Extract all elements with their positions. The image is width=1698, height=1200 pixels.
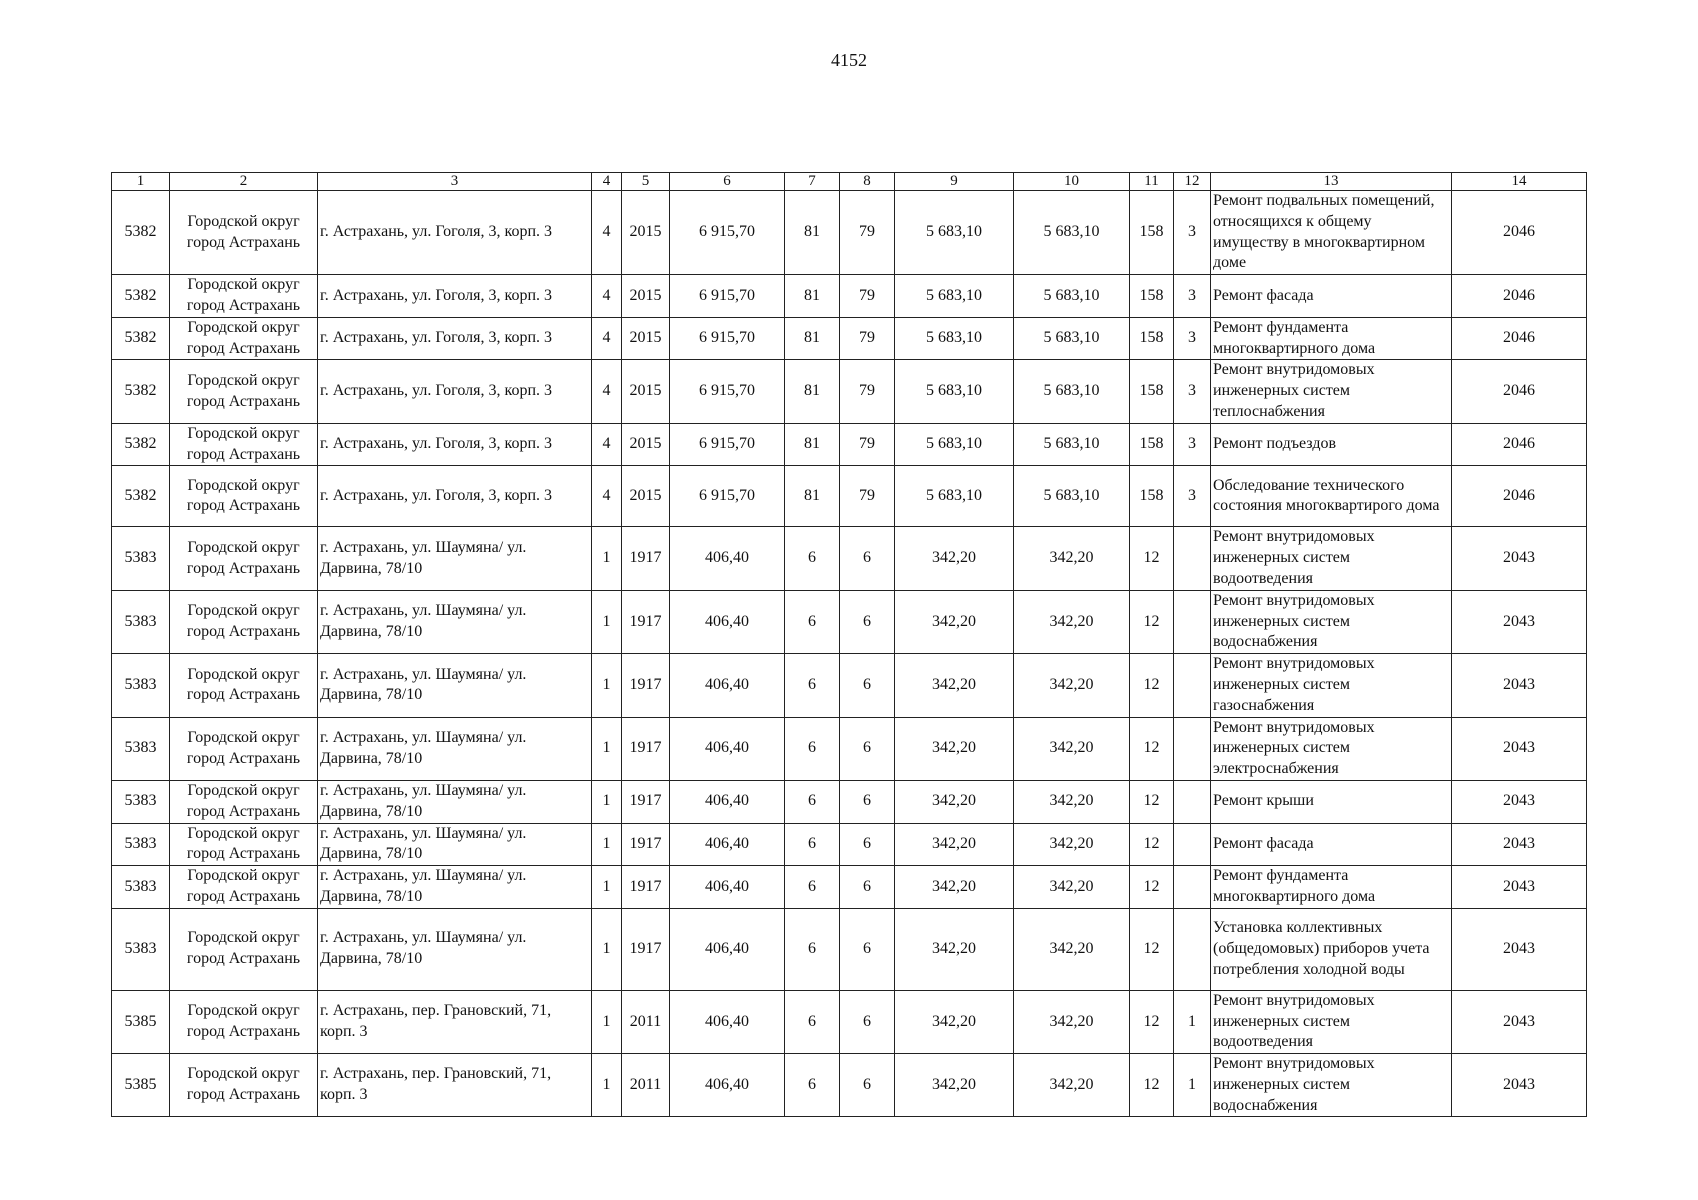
year-built-cell: 2015 (622, 423, 670, 466)
residential-count-cell: 79 (840, 360, 895, 423)
floors-cell: 4 (592, 191, 622, 275)
total-area-cell: 6 915,70 (670, 466, 785, 527)
entrances-cell (1174, 654, 1211, 717)
municipality-cell: Городской округ город Астрахань (170, 990, 318, 1053)
apartments-count-cell: 6 (785, 823, 840, 866)
residents-cell: 12 (1130, 1054, 1174, 1117)
total-area-cell: 406,40 (670, 823, 785, 866)
residents-cell: 12 (1130, 717, 1174, 780)
year-built-cell: 1917 (622, 823, 670, 866)
total-area-cell: 406,40 (670, 990, 785, 1053)
house-id-cell: 5382 (112, 317, 170, 360)
living-area-cell: 342,20 (895, 527, 1014, 590)
address-cell: г. Астрахань, ул. Шаумяна/ ул. Дарвина, 78/10 (318, 654, 592, 717)
living-area-cell: 5 683,10 (895, 360, 1014, 423)
residential-count-cell: 6 (840, 990, 895, 1053)
municipality-cell: Городской округ город Астрахань (170, 423, 318, 466)
owned-area-cell: 342,20 (1014, 823, 1130, 866)
year-built-cell: 2011 (622, 1054, 670, 1117)
residential-count-cell: 6 (840, 823, 895, 866)
house-id-cell: 5385 (112, 990, 170, 1053)
table-row (112, 423, 1587, 466)
house-id-cell: 5383 (112, 654, 170, 717)
work-type-cell: Ремонт внутридомовых инженерных систем электроснабжения (1211, 717, 1452, 780)
total-area-cell: 6 915,70 (670, 191, 785, 275)
owned-area-cell: 342,20 (1014, 866, 1130, 909)
municipality-cell: Городской округ город Астрахань (170, 191, 318, 275)
apartments-count-cell: 6 (785, 866, 840, 909)
apartments-count-cell: 6 (785, 590, 840, 653)
work-type-cell: Ремонт внутридомовых инженерных систем водоснабжения (1211, 1054, 1452, 1117)
floors-cell: 1 (592, 590, 622, 653)
municipality-cell: Городской округ город Астрахань (170, 866, 318, 909)
residential-count-cell: 79 (840, 191, 895, 275)
total-area-cell: 406,40 (670, 527, 785, 590)
floors-cell: 4 (592, 423, 622, 466)
residential-count-cell: 6 (840, 1054, 895, 1117)
residents-cell: 12 (1130, 990, 1174, 1053)
living-area-cell: 342,20 (895, 1054, 1014, 1117)
work-type-cell: Ремонт крыши (1211, 780, 1452, 823)
entrances-cell: 3 (1174, 423, 1211, 466)
work-type-cell: Ремонт фундамента многоквартирного дома (1211, 317, 1452, 360)
address-cell: г. Астрахань, ул. Гоголя, 3, корп. 3 (318, 360, 592, 423)
house-id-cell: 5385 (112, 1054, 170, 1117)
table-row (112, 823, 1587, 866)
floors-cell: 1 (592, 823, 622, 866)
total-area-cell: 6 915,70 (670, 275, 785, 318)
municipality-cell: Городской округ город Астрахань (170, 527, 318, 590)
house-id-cell: 5383 (112, 590, 170, 653)
total-area-cell: 406,40 (670, 1054, 785, 1117)
living-area-cell: 5 683,10 (895, 466, 1014, 527)
work-type-cell: Ремонт внутридомовых инженерных систем теплоснабжения (1211, 360, 1452, 423)
planned-year-cell: 2043 (1452, 823, 1587, 866)
year-built-cell: 1917 (622, 780, 670, 823)
residential-count-cell: 79 (840, 317, 895, 360)
table-row (112, 990, 1587, 1053)
table-row (112, 908, 1587, 990)
municipality-cell: Городской округ город Астрахань (170, 317, 318, 360)
year-built-cell: 2015 (622, 191, 670, 275)
planned-year-cell: 2046 (1452, 317, 1587, 360)
work-type-cell: Установка коллективных (общедомовых) приборов учета потребления холодной воды (1211, 908, 1452, 990)
planned-year-cell: 2046 (1452, 275, 1587, 318)
column-header: 14 (1452, 173, 1587, 191)
year-built-cell: 1917 (622, 654, 670, 717)
year-built-cell: 1917 (622, 527, 670, 590)
floors-cell: 1 (592, 908, 622, 990)
year-built-cell: 1917 (622, 866, 670, 909)
apartments-count-cell: 81 (785, 317, 840, 360)
work-type-cell: Ремонт фундамента многоквартирного дома (1211, 866, 1452, 909)
table-row (112, 317, 1587, 360)
residents-cell: 12 (1130, 780, 1174, 823)
living-area-cell: 5 683,10 (895, 423, 1014, 466)
municipality-cell: Городской округ город Астрахань (170, 466, 318, 527)
apartments-count-cell: 81 (785, 191, 840, 275)
table-row (112, 275, 1587, 318)
residential-count-cell: 6 (840, 908, 895, 990)
apartments-count-cell: 6 (785, 990, 840, 1053)
work-type-cell: Обследование технического состояния многоквартирого дома (1211, 466, 1452, 527)
work-type-cell: Ремонт внутридомовых инженерных систем водоснабжения (1211, 590, 1452, 653)
apartments-count-cell: 6 (785, 780, 840, 823)
address-cell: г. Астрахань, ул. Шаумяна/ ул. Дарвина, 78/10 (318, 823, 592, 866)
header-row (112, 173, 1587, 191)
entrances-cell (1174, 866, 1211, 909)
column-header: 1 (112, 173, 170, 191)
total-area-cell: 406,40 (670, 590, 785, 653)
address-cell: г. Астрахань, ул. Шаумяна/ ул. Дарвина, 78/10 (318, 717, 592, 780)
column-header: 8 (840, 173, 895, 191)
entrances-cell: 3 (1174, 191, 1211, 275)
municipality-cell: Городской округ город Астрахань (170, 1054, 318, 1117)
floors-cell: 1 (592, 990, 622, 1053)
apartments-count-cell: 81 (785, 466, 840, 527)
apartments-count-cell: 81 (785, 360, 840, 423)
total-area-cell: 6 915,70 (670, 317, 785, 360)
planned-year-cell: 2043 (1452, 1054, 1587, 1117)
living-area-cell: 342,20 (895, 823, 1014, 866)
total-area-cell: 6 915,70 (670, 423, 785, 466)
work-type-cell: Ремонт внутридомовых инженерных систем водоотведения (1211, 990, 1452, 1053)
address-cell: г. Астрахань, ул. Шаумяна/ ул. Дарвина, 78/10 (318, 590, 592, 653)
municipality-cell: Городской округ город Астрахань (170, 823, 318, 866)
apartments-count-cell: 6 (785, 527, 840, 590)
entrances-cell (1174, 590, 1211, 653)
residents-cell: 12 (1130, 908, 1174, 990)
apartments-count-cell: 6 (785, 1054, 840, 1117)
residential-count-cell: 79 (840, 466, 895, 527)
municipality-cell: Городской округ город Астрахань (170, 590, 318, 653)
work-type-cell: Ремонт внутридомовых инженерных систем газоснабжения (1211, 654, 1452, 717)
planned-year-cell: 2046 (1452, 191, 1587, 275)
entrances-cell: 1 (1174, 990, 1211, 1053)
planned-year-cell: 2046 (1452, 466, 1587, 527)
table-row (112, 717, 1587, 780)
house-id-cell: 5383 (112, 717, 170, 780)
house-id-cell: 5383 (112, 823, 170, 866)
floors-cell: 1 (592, 527, 622, 590)
apartments-count-cell: 81 (785, 275, 840, 318)
house-id-cell: 5382 (112, 466, 170, 527)
residential-count-cell: 6 (840, 590, 895, 653)
column-header: 11 (1130, 173, 1174, 191)
apartments-count-cell: 6 (785, 654, 840, 717)
column-header: 12 (1174, 173, 1211, 191)
residential-count-cell: 6 (840, 527, 895, 590)
column-header: 13 (1211, 173, 1452, 191)
table-row (112, 360, 1587, 423)
municipality-cell: Городской округ город Астрахань (170, 275, 318, 318)
total-area-cell: 406,40 (670, 717, 785, 780)
residents-cell: 158 (1130, 191, 1174, 275)
planned-year-cell: 2043 (1452, 780, 1587, 823)
residents-cell: 158 (1130, 317, 1174, 360)
floors-cell: 1 (592, 780, 622, 823)
owned-area-cell: 342,20 (1014, 527, 1130, 590)
work-type-cell: Ремонт внутридомовых инженерных систем водоотведения (1211, 527, 1452, 590)
work-type-cell: Ремонт подвальных помещений, относящихся к общему имуществу в многоквартирном доме (1211, 191, 1452, 275)
entrances-cell (1174, 823, 1211, 866)
living-area-cell: 342,20 (895, 908, 1014, 990)
column-header: 7 (785, 173, 840, 191)
year-built-cell: 1917 (622, 908, 670, 990)
apartments-count-cell: 6 (785, 717, 840, 780)
entrances-cell (1174, 527, 1211, 590)
floors-cell: 4 (592, 360, 622, 423)
entrances-cell: 3 (1174, 466, 1211, 527)
address-cell: г. Астрахань, ул. Шаумяна/ ул. Дарвина, 78/10 (318, 780, 592, 823)
total-area-cell: 406,40 (670, 780, 785, 823)
work-type-cell: Ремонт фасада (1211, 275, 1452, 318)
floors-cell: 1 (592, 1054, 622, 1117)
entrances-cell (1174, 717, 1211, 780)
floors-cell: 4 (592, 317, 622, 360)
planned-year-cell: 2046 (1452, 360, 1587, 423)
address-cell: г. Астрахань, ул. Гоголя, 3, корп. 3 (318, 317, 592, 360)
residential-count-cell: 6 (840, 866, 895, 909)
house-id-cell: 5383 (112, 780, 170, 823)
residents-cell: 12 (1130, 823, 1174, 866)
owned-area-cell: 342,20 (1014, 990, 1130, 1053)
house-id-cell: 5383 (112, 908, 170, 990)
year-built-cell: 2011 (622, 990, 670, 1053)
entrances-cell (1174, 908, 1211, 990)
year-built-cell: 2015 (622, 466, 670, 527)
owned-area-cell: 5 683,10 (1014, 191, 1130, 275)
owned-area-cell: 342,20 (1014, 717, 1130, 780)
owned-area-cell: 5 683,10 (1014, 317, 1130, 360)
entrances-cell (1174, 780, 1211, 823)
table-row (112, 654, 1587, 717)
column-header: 3 (318, 173, 592, 191)
column-header: 6 (670, 173, 785, 191)
address-cell: г. Астрахань, пер. Грановский, 71, корп. 3 (318, 1054, 592, 1117)
planned-year-cell: 2046 (1452, 423, 1587, 466)
residents-cell: 158 (1130, 275, 1174, 318)
residents-cell: 158 (1130, 360, 1174, 423)
year-built-cell: 2015 (622, 360, 670, 423)
year-built-cell: 1917 (622, 590, 670, 653)
year-built-cell: 2015 (622, 317, 670, 360)
house-id-cell: 5383 (112, 866, 170, 909)
living-area-cell: 342,20 (895, 780, 1014, 823)
owned-area-cell: 342,20 (1014, 780, 1130, 823)
planned-year-cell: 2043 (1452, 590, 1587, 653)
owned-area-cell: 342,20 (1014, 654, 1130, 717)
floors-cell: 4 (592, 275, 622, 318)
living-area-cell: 342,20 (895, 717, 1014, 780)
house-id-cell: 5382 (112, 423, 170, 466)
living-area-cell: 342,20 (895, 866, 1014, 909)
planned-year-cell: 2043 (1452, 866, 1587, 909)
house-id-cell: 5383 (112, 527, 170, 590)
table-row (112, 1054, 1587, 1117)
table-row (112, 866, 1587, 909)
planned-year-cell: 2043 (1452, 527, 1587, 590)
housing-repair-table (111, 172, 1587, 1117)
address-cell: г. Астрахань, ул. Гоголя, 3, корп. 3 (318, 191, 592, 275)
address-cell: г. Астрахань, ул. Шаумяна/ ул. Дарвина, 78/10 (318, 866, 592, 909)
municipality-cell: Городской округ город Астрахань (170, 654, 318, 717)
entrances-cell: 3 (1174, 317, 1211, 360)
address-cell: г. Астрахань, ул. Шаумяна/ ул. Дарвина, 78/10 (318, 527, 592, 590)
planned-year-cell: 2043 (1452, 990, 1587, 1053)
total-area-cell: 406,40 (670, 654, 785, 717)
address-cell: г. Астрахань, ул. Гоголя, 3, корп. 3 (318, 423, 592, 466)
table-row (112, 527, 1587, 590)
address-cell: г. Астрахань, ул. Гоголя, 3, корп. 3 (318, 466, 592, 527)
municipality-cell: Городской округ город Астрахань (170, 717, 318, 780)
table-row (112, 191, 1587, 275)
living-area-cell: 342,20 (895, 590, 1014, 653)
floors-cell: 1 (592, 717, 622, 780)
planned-year-cell: 2043 (1452, 717, 1587, 780)
address-cell: г. Астрахань, ул. Шаумяна/ ул. Дарвина, 78/10 (318, 908, 592, 990)
owned-area-cell: 342,20 (1014, 1054, 1130, 1117)
municipality-cell: Городской округ город Астрахань (170, 360, 318, 423)
year-built-cell: 2015 (622, 275, 670, 318)
residential-count-cell: 79 (840, 423, 895, 466)
municipality-cell: Городской округ город Астрахань (170, 780, 318, 823)
entrances-cell: 1 (1174, 1054, 1211, 1117)
column-header: 10 (1014, 173, 1130, 191)
residential-count-cell: 79 (840, 275, 895, 318)
municipality-cell: Городской округ город Астрахань (170, 908, 318, 990)
work-type-cell: Ремонт подъездов (1211, 423, 1452, 466)
apartments-count-cell: 81 (785, 423, 840, 466)
owned-area-cell: 5 683,10 (1014, 275, 1130, 318)
page-number: 4152 (831, 50, 867, 70)
entrances-cell: 3 (1174, 275, 1211, 318)
owned-area-cell: 5 683,10 (1014, 466, 1130, 527)
residents-cell: 12 (1130, 654, 1174, 717)
column-header: 9 (895, 173, 1014, 191)
work-type-cell: Ремонт фасада (1211, 823, 1452, 866)
house-id-cell: 5382 (112, 275, 170, 318)
residents-cell: 158 (1130, 466, 1174, 527)
owned-area-cell: 342,20 (1014, 908, 1130, 990)
living-area-cell: 5 683,10 (895, 317, 1014, 360)
column-header: 5 (622, 173, 670, 191)
table-row (112, 590, 1587, 653)
address-cell: г. Астрахань, пер. Грановский, 71, корп. 3 (318, 990, 592, 1053)
floors-cell: 4 (592, 466, 622, 527)
address-cell: г. Астрахань, ул. Гоголя, 3, корп. 3 (318, 275, 592, 318)
residential-count-cell: 6 (840, 717, 895, 780)
apartments-count-cell: 6 (785, 908, 840, 990)
owned-area-cell: 5 683,10 (1014, 423, 1130, 466)
column-header: 4 (592, 173, 622, 191)
floors-cell: 1 (592, 654, 622, 717)
year-built-cell: 1917 (622, 717, 670, 780)
living-area-cell: 342,20 (895, 654, 1014, 717)
owned-area-cell: 5 683,10 (1014, 360, 1130, 423)
residents-cell: 158 (1130, 423, 1174, 466)
house-id-cell: 5382 (112, 360, 170, 423)
residential-count-cell: 6 (840, 780, 895, 823)
residents-cell: 12 (1130, 527, 1174, 590)
total-area-cell: 406,40 (670, 866, 785, 909)
living-area-cell: 5 683,10 (895, 275, 1014, 318)
table-row (112, 780, 1587, 823)
floors-cell: 1 (592, 866, 622, 909)
residential-count-cell: 6 (840, 654, 895, 717)
table-body (112, 191, 1587, 1117)
column-header: 2 (170, 173, 318, 191)
living-area-cell: 5 683,10 (895, 191, 1014, 275)
residents-cell: 12 (1130, 866, 1174, 909)
table-row (112, 466, 1587, 527)
owned-area-cell: 342,20 (1014, 590, 1130, 653)
total-area-cell: 406,40 (670, 908, 785, 990)
residents-cell: 12 (1130, 590, 1174, 653)
planned-year-cell: 2043 (1452, 908, 1587, 990)
total-area-cell: 6 915,70 (670, 360, 785, 423)
planned-year-cell: 2043 (1452, 654, 1587, 717)
living-area-cell: 342,20 (895, 990, 1014, 1053)
house-id-cell: 5382 (112, 191, 170, 275)
entrances-cell: 3 (1174, 360, 1211, 423)
